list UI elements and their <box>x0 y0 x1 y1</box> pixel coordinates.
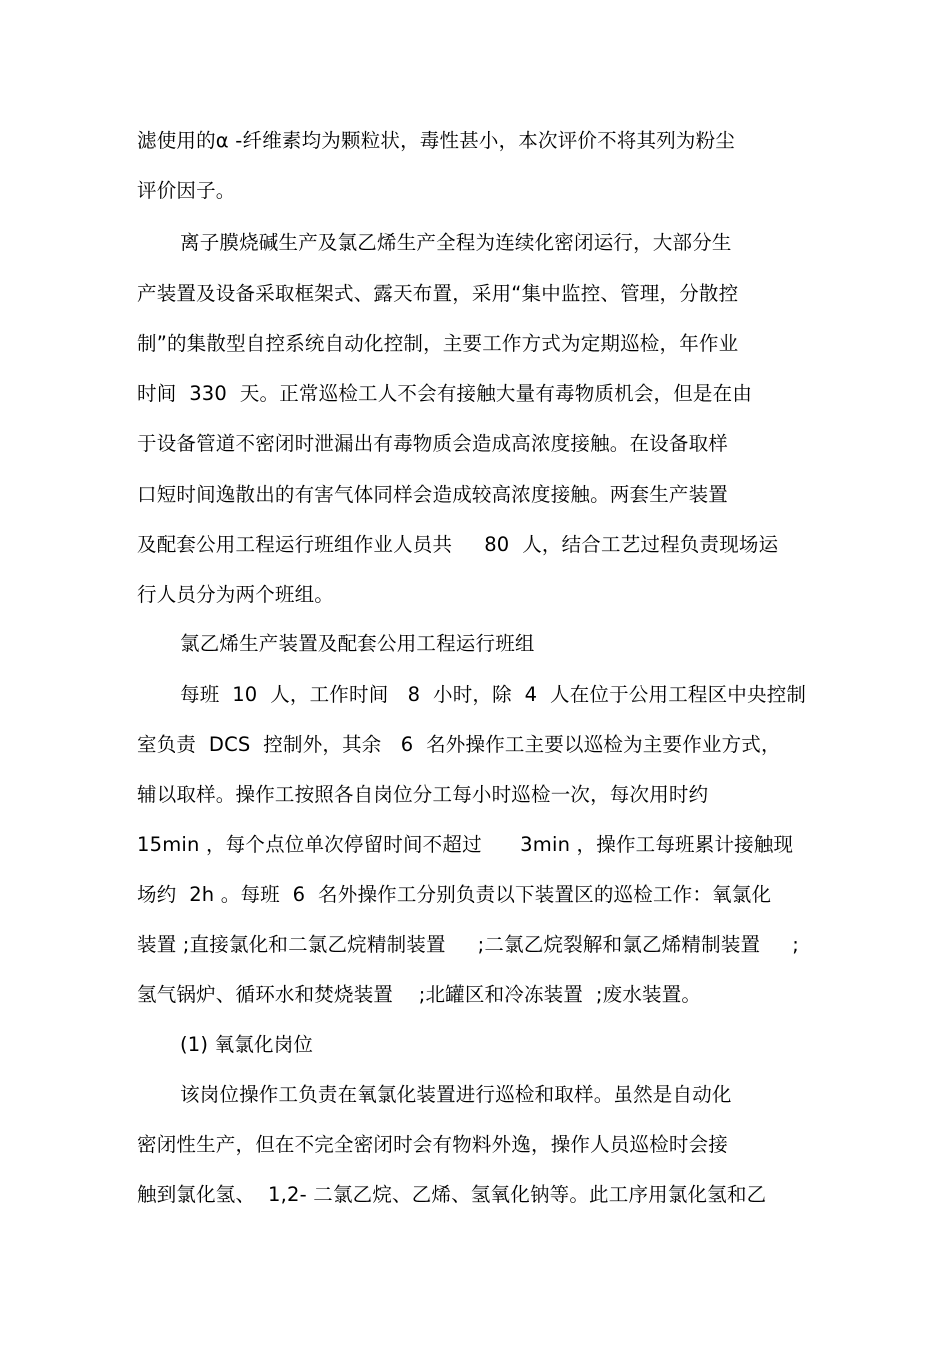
text-line-12: 每班 10 人，工作时间 8 小时，除 4 人在位于公用工程区中央控制 <box>180 683 807 706</box>
section-heading-oxychlorination: (1) 氧氯化岗位 <box>180 1033 314 1056</box>
text-line-1: 滤使用的α -纤维素均为颗粒状，毒性甚小，本次评价不将其列为粉尘 <box>137 129 735 152</box>
text-line-4: 产装置及设备采取框架式、露天布置，采用“集中监控、管理，分散控 <box>137 282 739 305</box>
text-line-22: 触到氯化氢、 1,2- 二氯乙烷、乙烯、氢氧化钠等。此工序用氯化氢和乙 <box>137 1183 767 1206</box>
section-heading-pvc-team: 氯乙烯生产装置及配套公用工程运行班组 <box>180 632 535 655</box>
text-line-16: 场约 2h 。每班 6 名外操作工分别负责以下装置区的巡检工作：氧氯化 <box>137 883 772 906</box>
text-line-20: 该岗位操作工负责在氧氯化装置进行巡检和取样。虽然是自动化 <box>180 1083 732 1106</box>
text-line-3: 离子膜烧碱生产及氯乙烯生产全程为连续化密闭运行，大部分生 <box>180 231 732 254</box>
text-line-21: 密闭性生产，但在不完全密闭时会有物料外逸，操作人员巡检时会接 <box>137 1133 729 1156</box>
text-line-18: 氢气锅炉、循环水和焚烧装置 ;北罐区和冷冻装置 ;废水装置。 <box>137 983 702 1006</box>
text-line-10: 行人员分为两个班组。 <box>137 583 335 606</box>
text-line-6: 时间 330 天。正常巡检工人不会有接触大量有毒物质机会，但是在由 <box>137 382 753 405</box>
text-line-5: 制”的集散型自控系统自动化控制，主要工作方式为定期巡检，年作业 <box>137 332 739 355</box>
text-line-17: 装置 ;直接氯化和二氯乙烷精制装置 ;二氯乙烷裂解和氯乙烯精制装置 ; <box>137 933 799 956</box>
text-line-8: 口短时间逸散出的有害气体同样会造成较高浓度接触。两套生产装置 <box>137 483 729 506</box>
text-line-13: 室负责 DCS 控制外，其余 6 名外操作工主要以巡检为主要作业方式， <box>137 733 781 756</box>
text-line-2: 评价因子。 <box>137 179 236 202</box>
text-line-14: 辅以取样。操作工按照各自岗位分工每小时巡检一次，每次用时约 <box>137 783 709 806</box>
text-line-15: 15min ，每个点位单次停留时间不超过 3min ，操作工每班累计接触现 <box>137 833 794 856</box>
text-line-9: 及配套公用工程运行班组作业人员共 80 人，结合工艺过程负责现场运 <box>137 533 779 556</box>
text-line-7: 于设备管道不密闭时泄漏出有毒物质会造成高浓度接触。在设备取样 <box>137 432 729 455</box>
